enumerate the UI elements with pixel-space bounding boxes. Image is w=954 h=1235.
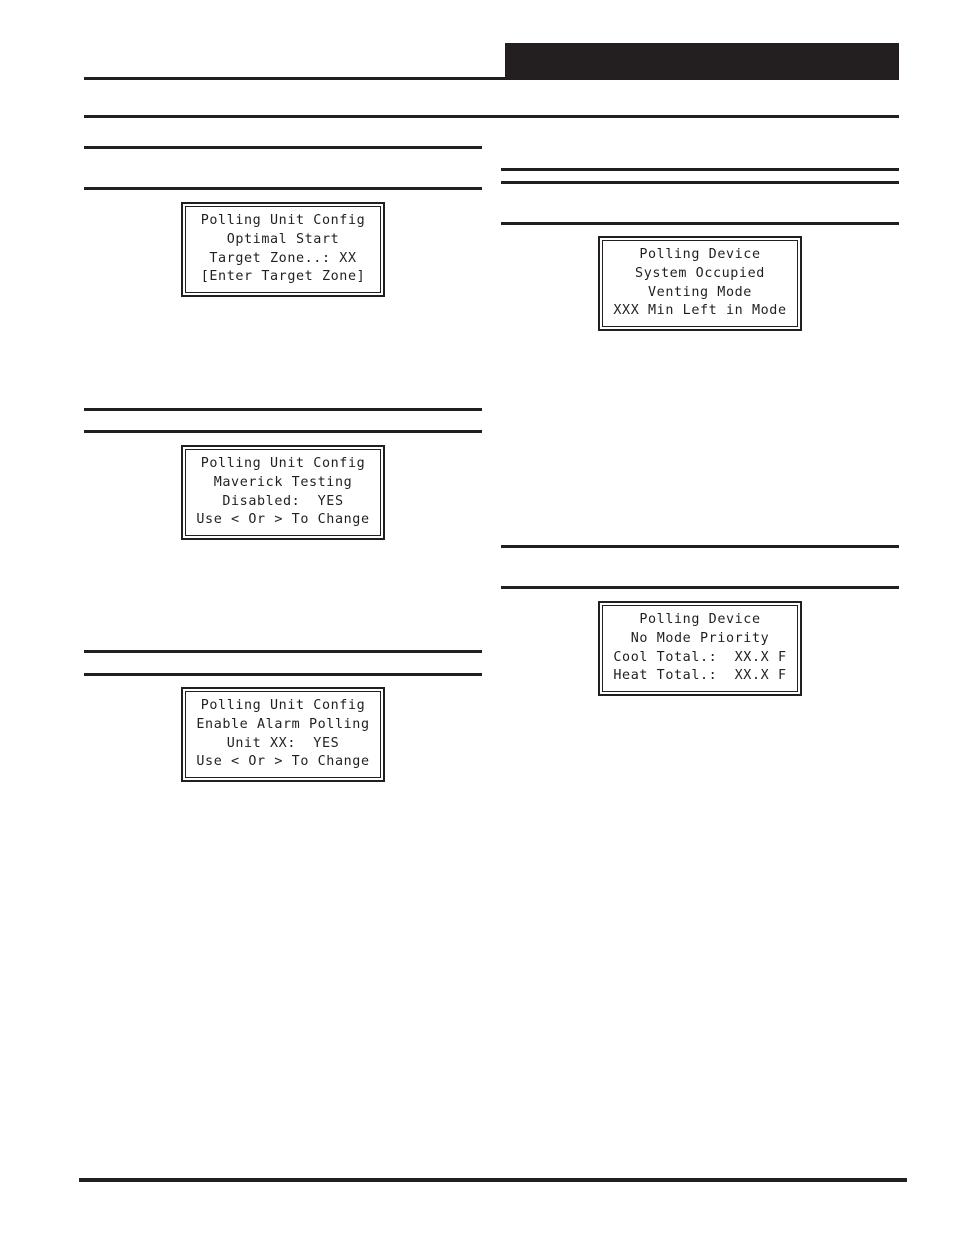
lcd-line: Maverick Testing [213,474,353,490]
left-section-rule [84,673,482,676]
lcd-line: Polling Unit Config [200,698,366,714]
lcd-display-mode-priority [598,601,802,696]
lcd-line: Polling Device [639,247,761,263]
left-section-rule [84,430,482,433]
lcd-line: Cool Total.: XX.X F [613,649,787,665]
lcd-line: Polling Unit Config [200,456,366,472]
lcd-line: Target Zone..: XX [209,250,357,266]
lcd-line: System Occupied [635,265,765,281]
lcd-line: Heat Total.: XX.X F [613,668,787,684]
right-section-rule [501,222,899,225]
footer-rule [79,1178,907,1182]
lcd-line: Polling Device [639,612,761,628]
lcd-display-alarm-polling [181,687,385,782]
lcd-line: No Mode Priority [630,630,770,646]
lcd-display-maverick-testing [181,445,385,540]
lcd-line: Unit XX: YES [226,735,340,751]
left-section-rule [84,408,482,411]
lcd-line: [Enter Target Zone] [200,269,366,285]
lcd-line: Use < Or > To Change [196,512,370,528]
header-rule [84,77,899,80]
lcd-screen [185,691,381,778]
lcd-line: Optimal Start [226,231,340,247]
header-tab-bar [505,43,899,80]
lcd-screen [602,240,798,327]
lcd-line: XXX Min Left in Mode [613,303,787,319]
left-section-rule [84,146,482,149]
left-section-rule [84,187,482,190]
right-section-rule [501,545,899,548]
lcd-line: Venting Mode [648,284,752,300]
lcd-line: Disabled: YES [222,493,344,509]
right-section-rule [501,168,899,171]
section-rule [84,115,899,118]
lcd-display-optimal-start [181,202,385,297]
right-section-rule [501,181,899,184]
left-section-rule [84,650,482,653]
lcd-line: Polling Unit Config [200,213,366,229]
lcd-display-venting-mode [598,236,802,331]
right-section-rule [501,586,899,589]
lcd-screen [185,449,381,536]
lcd-screen [185,206,381,293]
lcd-line: Use < Or > To Change [196,754,370,770]
lcd-line: Enable Alarm Polling [196,716,370,732]
lcd-screen [602,605,798,692]
